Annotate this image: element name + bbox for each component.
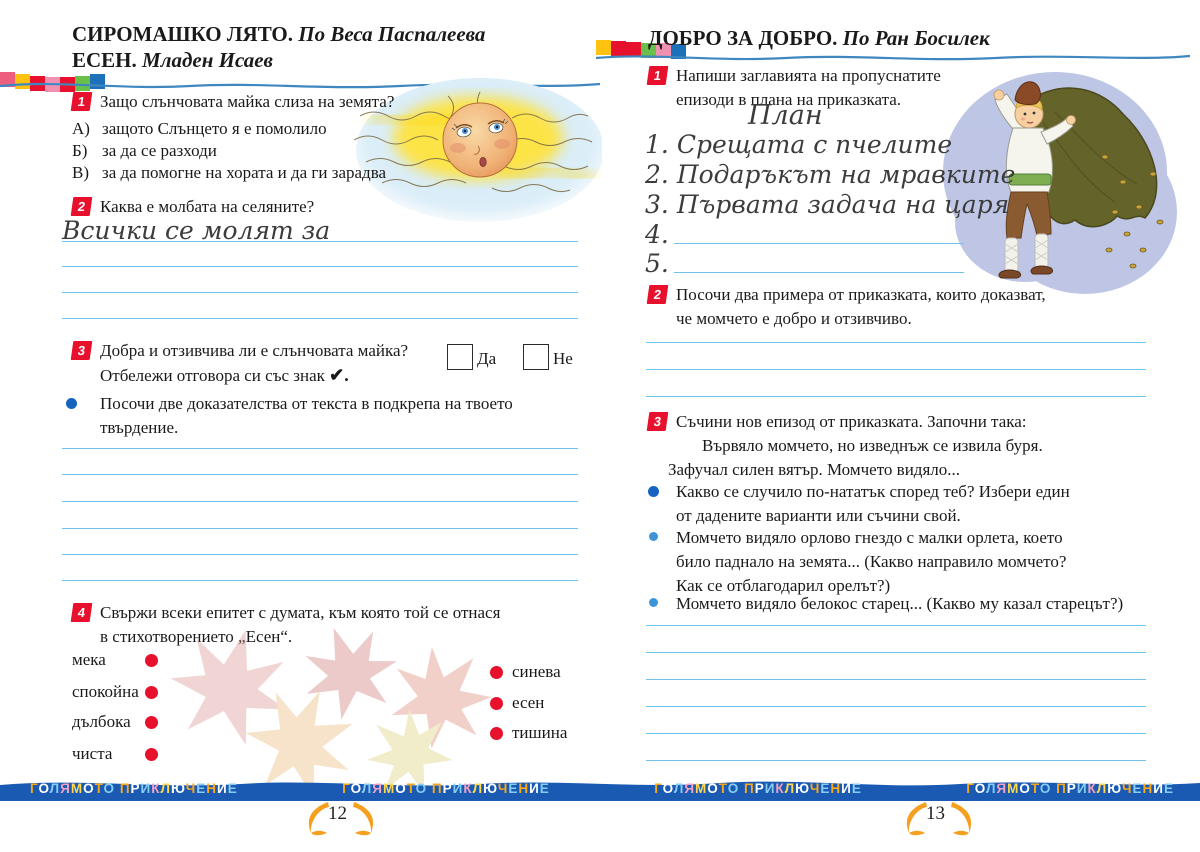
plan-title-handwritten: План [748, 100, 823, 131]
yes-checkbox-label: Да [477, 349, 497, 368]
right-q3-bullet2-line3: Как се отблагодарил орелът?) [676, 576, 891, 595]
plan-item-4-blank-line[interactable] [674, 243, 964, 244]
left-answer-line[interactable] [62, 292, 578, 293]
left-question-1-number: 1 [71, 92, 93, 111]
left-title-2-author: Младен Исаев [142, 48, 273, 72]
right-answer-line[interactable] [646, 625, 1146, 626]
right-question-3-number: 3 [647, 412, 669, 431]
plan-item-3: 3. Първата задача на царя [645, 190, 1010, 219]
right-question-1-number: 1 [647, 66, 669, 85]
match-dot[interactable] [490, 666, 503, 679]
plan-item-1: 1. Срещата с пчелите [645, 130, 953, 159]
right-title-author: По Ран Босилек [842, 26, 990, 50]
left-q2-handwritten-answer: Всички се молят за [62, 216, 331, 245]
option-a-text: защото Слънцето я е помолило [102, 119, 327, 138]
bullet-icon [66, 398, 77, 409]
option-v-letter: В) [72, 163, 89, 182]
epithet-word: мека [72, 650, 106, 669]
right-title-main: ДОБРО ЗА ДОБРО. [648, 26, 838, 50]
plan-item-5-blank-line[interactable] [674, 272, 964, 273]
left-title-2-main: ЕСЕН. [72, 48, 137, 72]
story-start-line2: Зафучал силен вятър. Момчето видяло... [668, 460, 960, 479]
left-answer-line[interactable] [62, 580, 578, 581]
footer-banner-text-row [0, 779, 1200, 799]
banner-text: ГОЛЯМОТО ПРИКЛЮЧЕНИЕ [966, 781, 1174, 796]
checkmark-icon: ✔. [329, 365, 349, 385]
left-question-4-number: 4 [71, 603, 93, 622]
left-question-4-line1: Свържи всеки епитет с думата, към която той се отнася [100, 603, 501, 622]
page-wing-icon [352, 800, 382, 836]
banner-text: ГОЛЯМОТО ПРИКЛЮЧЕНИЕ [342, 781, 550, 796]
right-q3-bullet2-line1: Момчето видяло орлово гнездо с малки орлета, което [676, 528, 1063, 547]
left-question-3-line2: Отбележи отговора си със знак ✔. [100, 365, 349, 385]
page-wing-icon [950, 800, 980, 836]
left-q3-bullet-line2: твърдение. [100, 418, 179, 437]
epithet-word: чиста [72, 744, 113, 763]
right-question-1-line1: Напиши заглавията на пропуснатите [676, 66, 941, 85]
left-answer-line[interactable] [62, 554, 578, 555]
right-question-3-text: Съчини нов епизод от приказката. Започни така: [676, 412, 1027, 431]
epithet-word: дълбока [72, 712, 131, 731]
option-b-letter: Б) [72, 141, 88, 160]
right-question-2-line2: че момчето е добро и отзивчиво. [676, 309, 912, 328]
left-answer-line[interactable] [62, 241, 578, 242]
left-q1-option-b [72, 139, 217, 163]
noun-word: синева [512, 662, 561, 681]
left-q3-bullet-line1: Посочи две доказателства от текста в подкрепа на твоето [100, 394, 513, 413]
option-b-text: за да се разходи [102, 141, 217, 160]
left-q1-option-a [72, 117, 327, 141]
match-dot[interactable] [490, 697, 503, 710]
right-question-2-line1: Посочи два примера от приказката, които доказват, [676, 285, 1046, 304]
left-answer-line[interactable] [62, 528, 578, 529]
right-answer-line[interactable] [646, 733, 1146, 734]
plan-item-4-number: 4. [645, 220, 669, 249]
right-page-title [648, 26, 990, 51]
right-q3-bullet2-line2: било паднало на земята... (Какво направило момчето? [676, 552, 1067, 571]
banner-text: ГОЛЯМОТО ПРИКЛЮЧЕНИЕ [654, 781, 862, 796]
autumn-leaves-illustration [120, 618, 540, 793]
match-dot[interactable] [145, 748, 158, 761]
right-q3-bullet1-line1: Какво се случило по-нататък според теб? Избери един [676, 482, 1070, 501]
option-a-letter: А) [72, 119, 90, 138]
story-start-line1: Вървяло момчето, но изведнъж се извила буря. [702, 436, 1043, 455]
plan-item-2: 2. Подаръкът на мравките [645, 160, 1016, 189]
right-answer-line[interactable] [646, 706, 1146, 707]
banner-text: ГОЛЯМОТО ПРИКЛЮЧЕНИЕ [30, 781, 238, 796]
right-q3-bullet3: Момчето видяло белокос старец... (Какво му казал старецът?) [676, 594, 1124, 613]
left-question-3-line1: Добра и отзивчива ли е слънчовата майка? [100, 341, 409, 360]
right-question-2-number: 2 [647, 285, 669, 304]
left-answer-line[interactable] [62, 474, 578, 475]
bullet-icon [649, 532, 658, 541]
yes-checkbox[interactable] [447, 344, 473, 370]
left-question-2-text: Каква е молбата на селяните? [100, 197, 315, 216]
no-checkbox-label: Не [553, 349, 573, 368]
left-question-3-number: 3 [71, 341, 93, 360]
plan-item-5-number: 5. [645, 249, 669, 278]
right-answer-line[interactable] [646, 760, 1146, 761]
left-q1-option-v [72, 161, 386, 185]
left-question-2-number: 2 [71, 197, 93, 216]
bullet-icon [649, 598, 658, 607]
right-page-number: 13 [926, 803, 945, 824]
left-question-4-line2: в стихотворението „Есен“. [100, 627, 293, 646]
epithet-word: спокойна [72, 682, 139, 701]
left-question-1-text: Защо слънчовата майка слиза на земята? [100, 92, 395, 111]
right-answer-line[interactable] [646, 679, 1146, 680]
match-dot[interactable] [490, 727, 503, 740]
match-dot[interactable] [145, 686, 158, 699]
left-answer-line[interactable] [62, 448, 578, 449]
right-answer-line[interactable] [646, 342, 1146, 343]
left-answer-line[interactable] [62, 501, 578, 502]
page-wing-icon [300, 800, 330, 836]
noun-word: тишина [512, 723, 568, 742]
right-answer-line[interactable] [646, 369, 1146, 370]
right-answer-line[interactable] [646, 396, 1146, 397]
page-wing-icon [898, 800, 928, 836]
left-answer-line[interactable] [62, 266, 578, 267]
left-page-title-2 [72, 48, 273, 73]
left-title-1-author: По Веса Паспалеева [298, 22, 486, 46]
right-answer-line[interactable] [646, 652, 1146, 653]
no-checkbox[interactable] [523, 344, 549, 370]
noun-word: есен [512, 693, 545, 712]
match-dot[interactable] [145, 654, 158, 667]
option-v-text: за да помогне на хората и да ги зарадва [102, 163, 387, 182]
left-page-number: 12 [328, 803, 347, 824]
left-page-title-1 [72, 22, 485, 47]
right-question-1-line2: епизоди в плана на приказката. [676, 90, 902, 109]
right-q3-bullet1-line2: от дадените варианти или съчини свой. [676, 506, 961, 525]
left-title-1-main: СИРОМАШКО ЛЯТО. [72, 22, 294, 46]
bullet-icon [648, 486, 659, 497]
left-answer-line[interactable] [62, 318, 578, 319]
match-dot[interactable] [145, 716, 158, 729]
